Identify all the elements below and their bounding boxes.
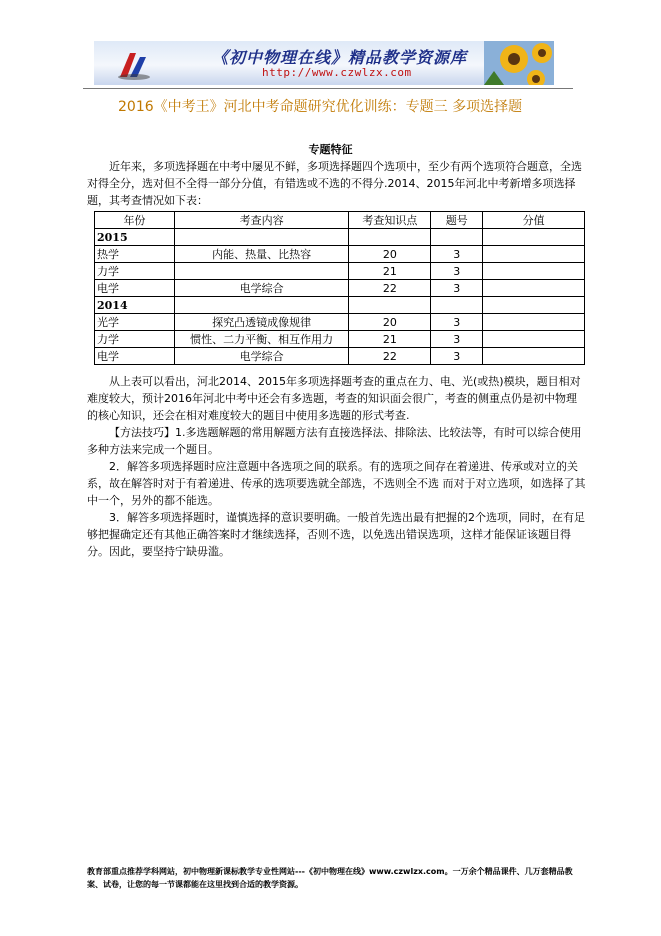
table-cell: [483, 297, 585, 314]
table-cell: 惯性、二力平衡、相互作用力: [174, 331, 349, 348]
table-cell: [174, 297, 349, 314]
table-cell: [174, 263, 349, 280]
table-row: [95, 314, 585, 331]
table-cell: [483, 280, 585, 297]
table-cell: 2015: [95, 229, 175, 246]
table-cell: 电学: [95, 280, 175, 297]
table-cell: 电学综合: [174, 348, 349, 365]
section-title: 专题特征: [308, 143, 353, 156]
table-cell: 3: [431, 280, 483, 297]
table-cell: [483, 229, 585, 246]
table-row: [95, 263, 585, 280]
table-cell: 力学: [95, 331, 175, 348]
table-cell: 22: [349, 280, 431, 297]
header-content: 考查内容: [174, 212, 349, 229]
table-cell: [431, 229, 483, 246]
table-cell: 内能、热量、比热容: [174, 246, 349, 263]
site-logo-icon: [116, 47, 152, 81]
sunflower-icon: [484, 41, 554, 85]
banner-url[interactable]: http://www.czwlzx.com: [262, 66, 412, 79]
table-row: [95, 331, 585, 348]
table-row: [95, 297, 585, 314]
table-cell: [483, 314, 585, 331]
tip-1-paragraph: 【方法技巧】1.多选题解题的常用解题方法有直接选择法、排除法、比较法等，有时可以综合使用多种方法来完成一个题目。: [87, 426, 582, 456]
document-title: 2016《中考王》河北中考命题研究优化训练：专题三 多项选择题: [118, 99, 523, 115]
banner-title: 《初中物理在线》精品教学资源库: [212, 48, 468, 67]
table-row: [95, 280, 585, 297]
table-row: [95, 348, 585, 365]
table-cell: 电学: [95, 348, 175, 365]
table-cell: [483, 348, 585, 365]
table-cell: 3: [431, 331, 483, 348]
table-cell: 探究凸透镜成像规律: [174, 314, 349, 331]
header-question-number: 题号: [431, 212, 483, 229]
table-cell: 3: [431, 263, 483, 280]
table-row: [95, 246, 585, 263]
analysis-paragraph: 从上表可以看出，河北2014、2015年多项选择题考查的重点在力、电、光(或热)模块，题目相对难度较大，预计2016年河北中考中还会有多选题，考查的知识面会很广，考查的侧重点仍是初中物理的核心知识，还会在相对难度较大的题目中使用多选题的形式考查.: [87, 375, 581, 422]
exam-info-table: [94, 211, 585, 365]
table-cell: 电学综合: [174, 280, 349, 297]
table-header-row: [95, 212, 585, 229]
table-cell: [349, 297, 431, 314]
intro-paragraph: 近年来，多项选择题在中考中屡见不鲜，多项选择题四个选项中，至少有两个选项符合题意，全选对得全分，选对但不全得一部分分值，有错选或不选的不得分.2014、2015年河北中考新增多项选择题，其考查情况如下表：: [87, 160, 582, 207]
header-banner: [94, 41, 554, 85]
table-cell: [174, 229, 349, 246]
table-cell: 20: [349, 314, 431, 331]
table-cell: [483, 331, 585, 348]
table-cell: 20: [349, 246, 431, 263]
tip-2-paragraph: 2．解答多项选择题时应注意题中各选项之间的联系。有的选项之间存在着递进、传承或对立的关系，故在解答时对于有着递进、传承的选项要选就全部选，不选则全不选 而对于对立选项，如选择了其中一个，另外的都不能选。: [87, 460, 586, 507]
table-cell: 3: [431, 246, 483, 263]
header-knowledge-point: 考查知识点: [349, 212, 431, 229]
table-cell: 21: [349, 331, 431, 348]
table-cell: 光学: [95, 314, 175, 331]
header-score: 分值: [483, 212, 585, 229]
table-cell: 2014: [95, 297, 175, 314]
table-cell: 3: [431, 348, 483, 365]
table-row: [95, 229, 585, 246]
footer-note: 教育部重点推荐学科网站，初中物理新课标教学专业性网站---《初中物理在线》www.czwlzx.com。一万余个精品课件、几万套精品教案、试卷，让您的每一节课都能在这里找到合适的教学资源。: [87, 867, 573, 889]
header-rule: [83, 88, 573, 89]
table-cell: 热学: [95, 246, 175, 263]
table-cell: [431, 297, 483, 314]
table-cell: 3: [431, 314, 483, 331]
table-cell: [483, 263, 585, 280]
header-year: 年份: [95, 212, 175, 229]
table-cell: [349, 229, 431, 246]
tip-3-paragraph: 3．解答多项选择题时，谨慎选择的意识要明确。一般首先选出最有把握的2个选项，同时，在有足够把握确定还有其他正确答案时才继续选择，否则不选，以免选出错误选项，这样才能保证该题目得分。因此，要坚持宁缺毋滥。: [87, 511, 585, 558]
table-cell: 21: [349, 263, 431, 280]
table-cell: [483, 246, 585, 263]
table-cell: 力学: [95, 263, 175, 280]
table-cell: 22: [349, 348, 431, 365]
